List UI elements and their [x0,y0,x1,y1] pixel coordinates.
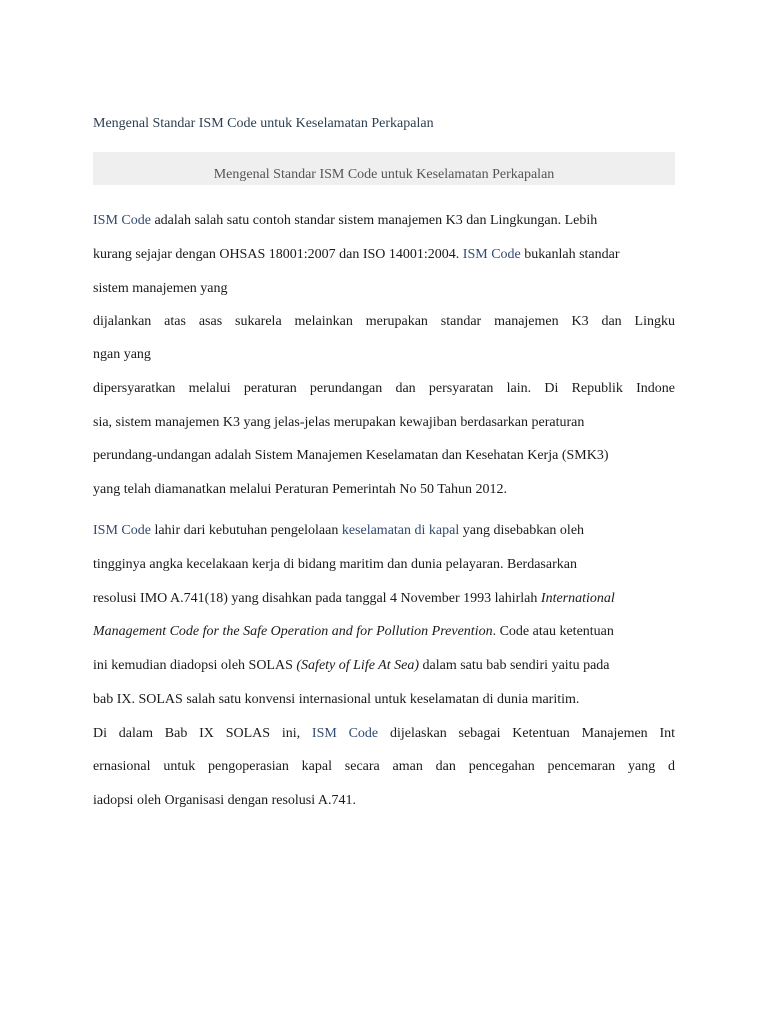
p1-line-6: dipersyaratkan melalui peraturan perundangan dan persyaratan lain. Di Republik Indone [93,381,675,396]
text-span: lahir dari kebutuhan pengelolaan [150,523,342,538]
p1-line-4: dijalankan atas asas sukarela melainkan merupakan standar manajemen K3 dan Lingku [93,314,675,329]
italic-span: Management Code for the Safe Operation and for Pollution Prevention [93,624,493,639]
text-span: adalah salah satu contoh standar sistem manajemen K3 dan Lingkungan. Lebih [150,213,598,228]
text-span: ini kemudian diadopsi oleh SOLAS [93,658,297,673]
text-span: bukanlah standar [520,247,620,262]
ism-code-link[interactable]: ISM Code [311,726,379,741]
text-span: resolusi IMO A.741(18) yang disahkan pada tanggal 4 November 1993 lahirlah [93,591,541,606]
p1-line-9: yang telah diamanatkan melalui Peraturan Pemerintah No 50 Tahun 2012. [93,482,507,497]
italic-span: International [540,591,615,606]
ism-code-link[interactable]: ISM Code [93,213,151,228]
p3-line-2: ernasional untuk pengoperasian kapal secara aman dan pencegahan pencemaran yang d [93,759,675,774]
ism-code-link[interactable]: ISM Code [93,523,151,538]
p1-line-5: ngan yang [93,347,151,362]
p3-line-3: iadopsi oleh Organisasi dengan resolusi A.741. [93,793,356,808]
p2-line-2: tingginya angka kecelakaan kerja di bidang maritim dan dunia pelayaran. Berdasarkan [93,557,577,572]
p1-line-1 [93,212,675,230]
p2-line-1 [93,522,675,540]
text-span: yang disebabkan oleh [459,523,585,538]
italic-span: (Safety of Life At Sea) [296,658,419,673]
title-banner [93,152,675,185]
p3-line-1 [93,725,675,743]
p2-line-6: bab IX. SOLAS salah satu konvensi internasional untuk keselamatan di dunia maritim. [93,692,580,707]
p2-line-3 [93,590,675,608]
document-title: Mengenal Standar ISM Code untuk Keselamatan Perkapalan [93,116,434,131]
keselamatan-kapal-link[interactable]: keselamatan di kapal [341,523,460,538]
p2-line-5 [93,657,675,675]
text-span: dijelaskan sebagai Ketentuan Manajemen Int [378,726,676,741]
text-span: kurang sejajar dengan OHSAS 18001:2007 dan ISO 14001:2004. [93,247,463,262]
text-span: Di dalam Bab IX SOLAS ini, [93,726,312,741]
ism-code-link[interactable]: ISM Code [462,247,521,262]
p1-line-8: perundang-undangan adalah Sistem Manajemen Keselamatan dan Kesehatan Kerja (SMK3) [93,448,609,463]
p2-line-4 [93,623,675,641]
text-span: . Code atau ketentuan [492,624,614,639]
banner-title: Mengenal Standar ISM Code untuk Keselamatan Perkapalan [213,167,555,182]
p1-line-3: sistem manajemen yang [93,281,228,296]
p1-line-7: sia, sistem manajemen K3 yang jelas-jelas merupakan kewajiban berdasarkan peraturan [93,415,585,430]
text-span: dalam satu bab sendiri yaitu pada [419,658,610,673]
p1-line-2 [93,246,675,264]
